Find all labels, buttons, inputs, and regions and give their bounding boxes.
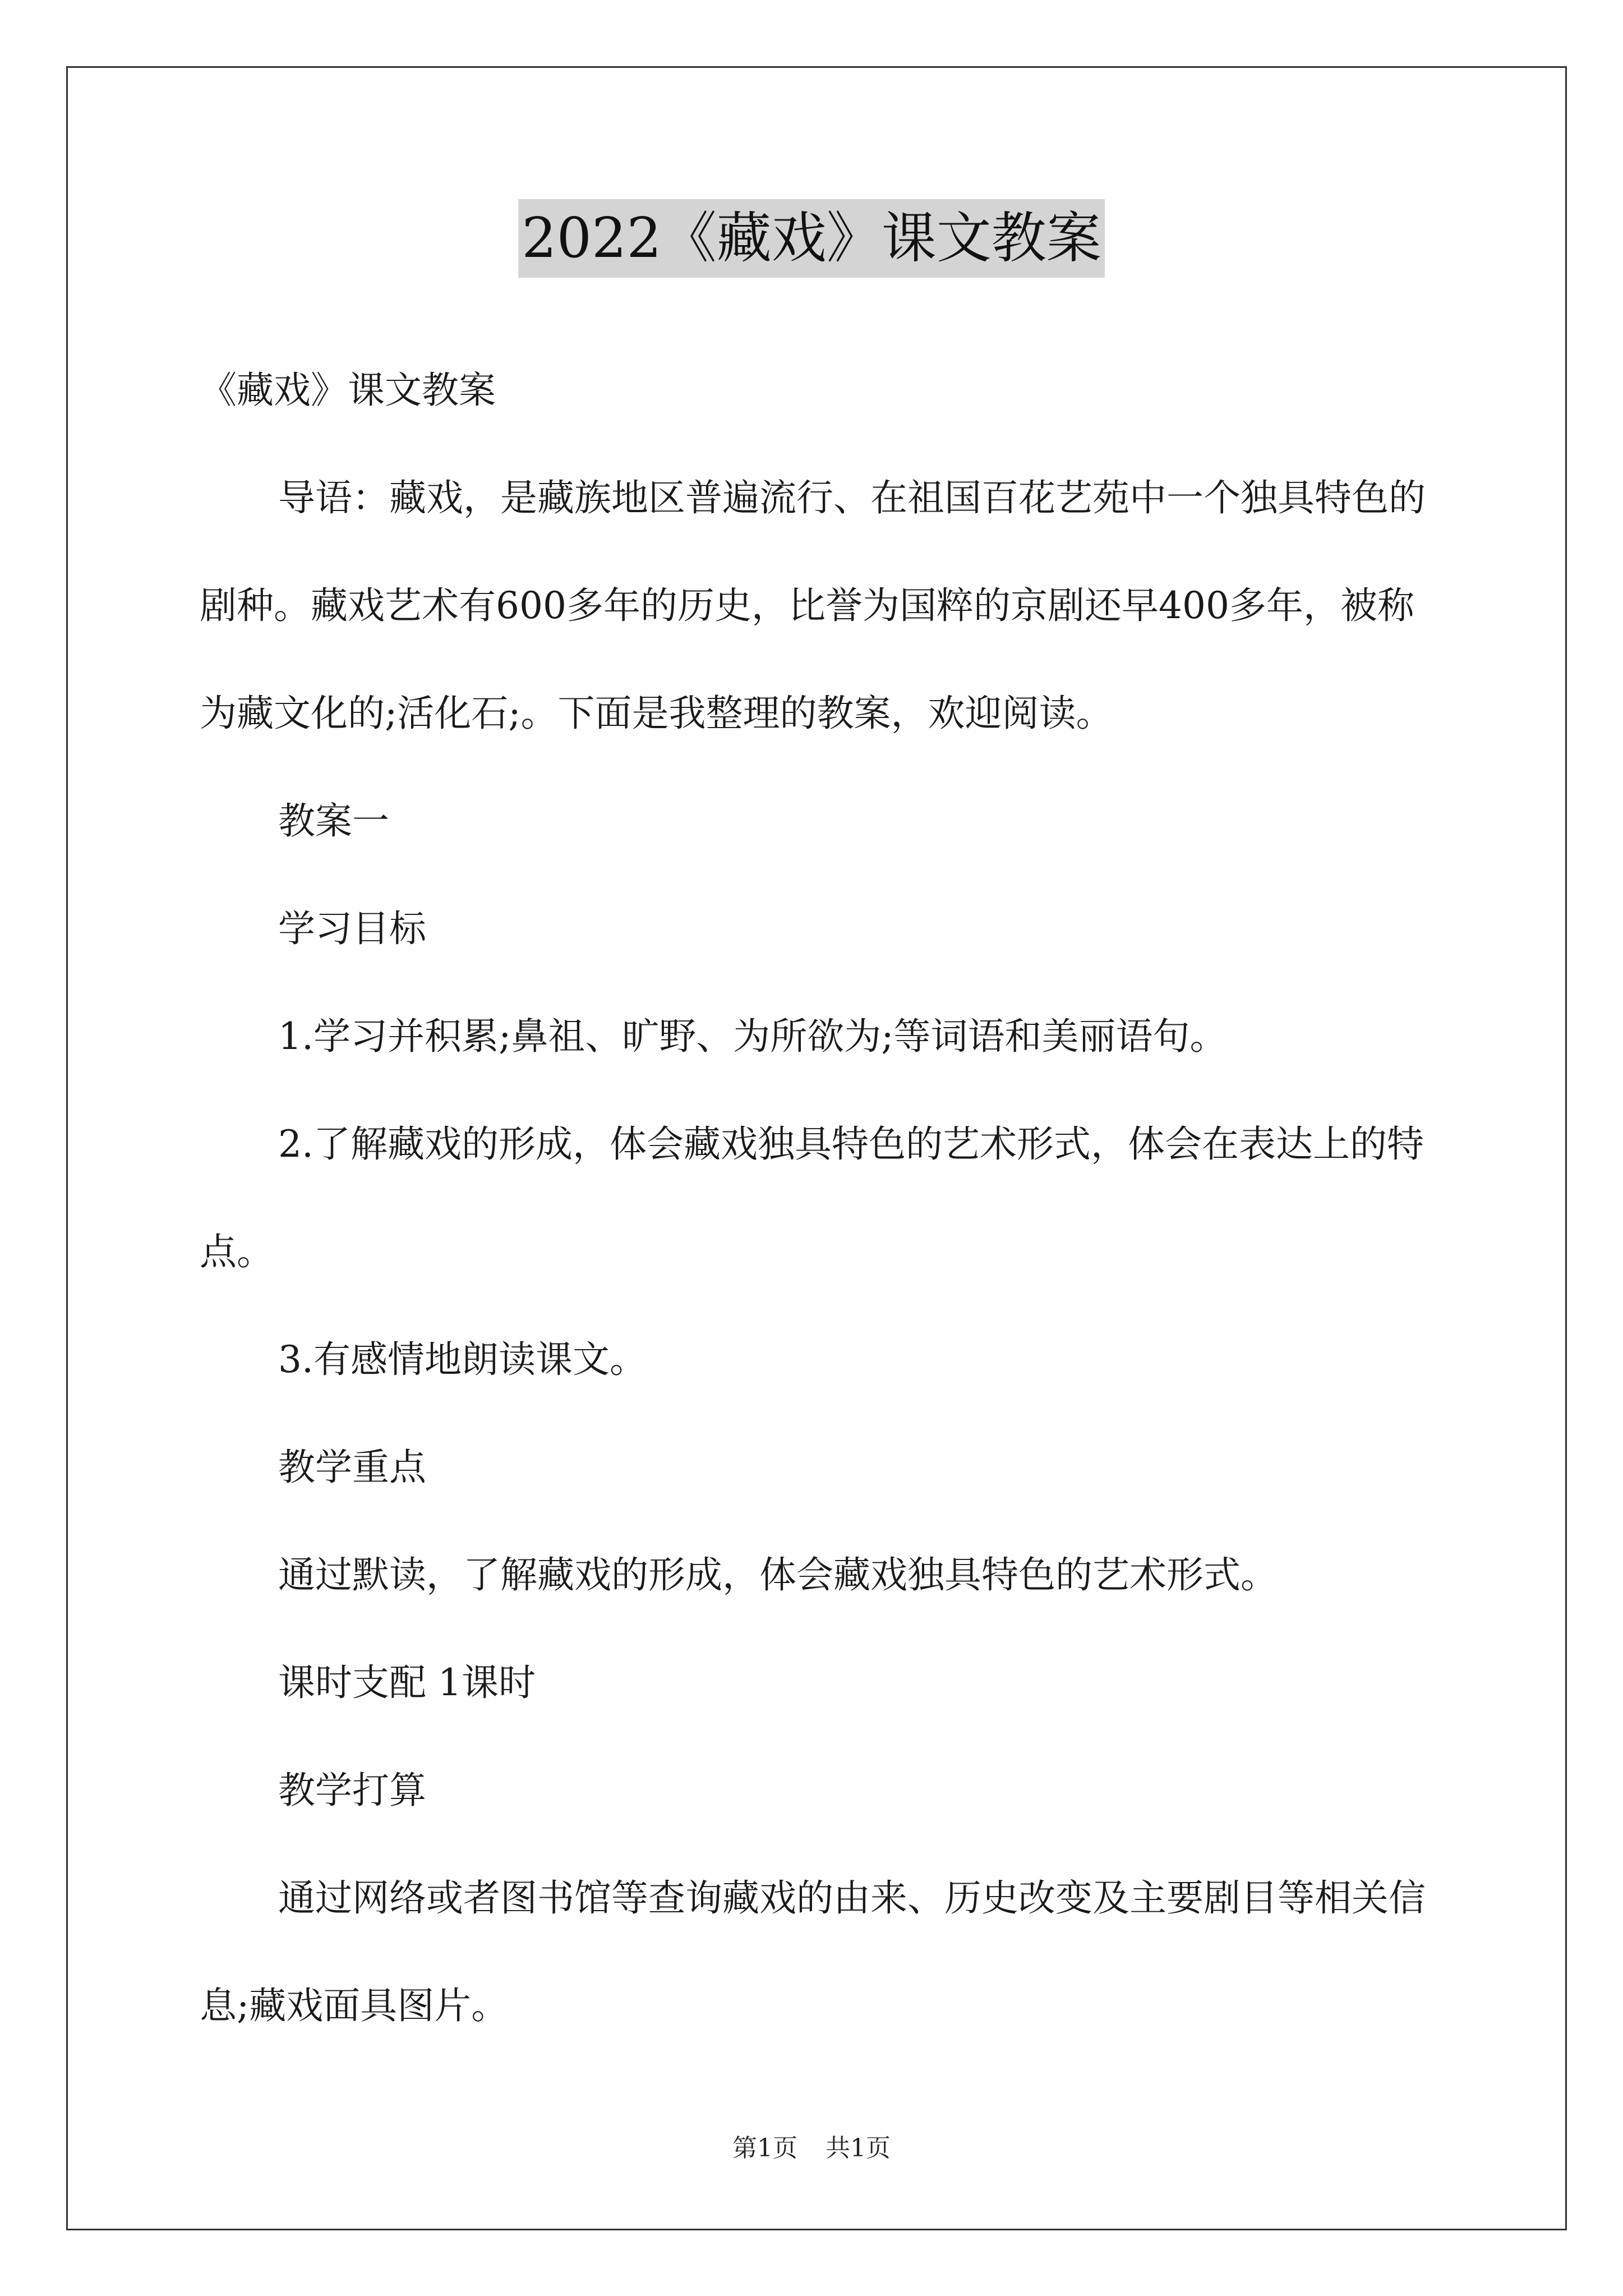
paragraph: 课时支配 1课时	[278, 1661, 536, 1704]
title-container	[0, 199, 1623, 278]
document-title: 2022《藏戏》课文教案	[518, 199, 1104, 278]
section-heading: 教案一	[278, 799, 389, 843]
paragraph: 导语：藏戏，是藏族地区普遍流行、在祖国百花艺苑中一个独具特色的剧种。藏戏艺术有600多年的历史，比誉为国粹的京剧还早400多年，被称为藏文化的;活化石;。下面是我整理的教案，欢迎阅读。	[200, 476, 1426, 735]
section-heading: 学习目标	[278, 907, 426, 950]
section-heading: 教学重点	[278, 1446, 426, 1489]
section-heading: 教学打算	[278, 1769, 426, 1812]
list-item: 3.有感情地朗读课文。	[278, 1338, 647, 1381]
paragraph: 通过默读，了解藏戏的形成，体会藏戏独具特色的艺术形式。	[278, 1553, 1278, 1596]
list-item: 2.了解藏戏的形成，体会藏戏独具特色的艺术形式，体会在表达上的特点。	[200, 1122, 1424, 1273]
paragraph: 《藏戏》课文教案	[200, 369, 496, 412]
page-footer	[0, 2132, 1623, 2165]
paragraph: 通过网络或者图书馆等查询藏戏的由来、历史改变及主要剧目等相关信息;藏戏面具图片。	[200, 1876, 1426, 2027]
page-total: 共1页	[826, 2134, 891, 2162]
document-body	[200, 337, 1428, 2060]
list-item: 1.学习并积累;鼻祖、旷野、为所欲为;等词语和美丽语句。	[278, 1015, 1227, 1058]
page-number: 第1页	[732, 2134, 797, 2162]
